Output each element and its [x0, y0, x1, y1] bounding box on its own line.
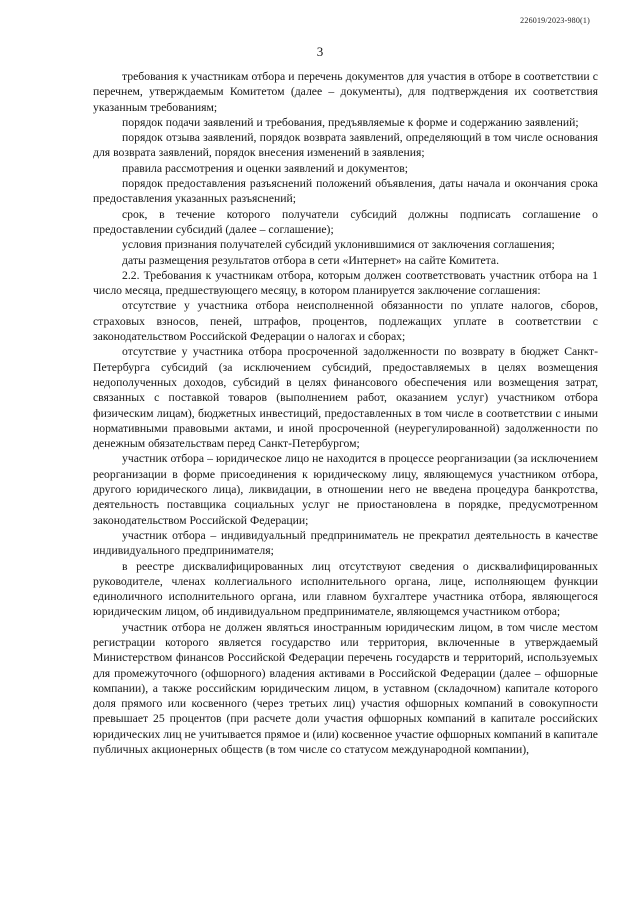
paragraph-clarifications: порядок предоставления разъяснений положений объявления, даты начала и окончания срока предоставления указанных разъяснений; — [93, 177, 598, 206]
paragraph-withdrawal-order: порядок отзыва заявлений, порядок возврата заявлений, определяющий в том числе основания для возврата заявлений, порядок внесения изменений в заявления; — [93, 131, 598, 160]
paragraph-requirements-docs: требования к участникам отбора и перечень документов для участия в отборе в соответствии с перечнем, утверждаемым Комитетом (далее – документы), для подтверждения их соответствия указанным требованиям; — [93, 70, 598, 114]
paragraph-legal-entity-status: участник отбора – юридическое лицо не находится в процессе реорганизации (за исключением реорганизации в форме присоединения к юридическому лицу, являющемуся участником отбора, другого юридического лица), ликвидации, в отношении него не введена процедура банкротства, деятельность поставщика социальных услуг не приостановлена в порядке, предусмотренном законодательством Российской Федерации; — [93, 452, 598, 527]
paragraph-foreign-entity: участник отбора не должен являться иностранным юридическим лицом, в том числе местом регистрации которого является государство или территория, включенные в утверждаемый Министерством финансов Российской Федерации перечень государств и территорий, используемых для промежуточного (офшорного) владения активами в Российской Федерации (далее – офшорные компании), а также российским юридическим лицом, в уставном (складочном) капитале которого доля прямого или косвенного (через третьих лиц) участия офшорных компаний в совокупности превышает 25 процентов (при расчете доли участия офшорных компаний в капитале российских юридических лиц не учитывается прямое и (или) косвенное участие офшорных компаний в капитале публичных акционерных обществ (в том числе со статусом международной компании), — [93, 620, 598, 757]
paragraph-entrepreneur-status: участник отбора – индивидуальный предприниматель не прекратил деятельность в качестве индивидуального предпринимателя; — [93, 528, 598, 558]
paragraph-section-2-2: 2.2. Требования к участникам отбора, которым должен соответствовать участник отбора на 1 число месяца, предшествующего месяцу, в котором планируется заключение соглашения: — [93, 268, 598, 298]
paragraph-no-overdue-debt: отсутствие у участника отбора просроченной задолженности по возврату в бюджет Санкт-Петербурга субсидий (за исключением субсидий, предоставляемых в целях возмещения недополученных доходов, субсидий в целях финансового обеспечения или возмещения затрат, связанных с поставкой товаров (выполнением работ, оказанием услуг) участником отбора физическим лицам), бюджетных инвестиций, предоставленных в том числе в соответствии с иными нормативными правовыми актами, и иной просроченной (неурегулированной) задолженности по денежным обязательствам перед Санкт-Петербургом; — [93, 345, 598, 451]
paragraph-submission-order: порядок подачи заявлений и требования, предъявляемые к форме и содержанию заявлений; — [122, 115, 579, 129]
paragraph-review-rules: правила рассмотрения и оценки заявлений и документов; — [122, 161, 408, 175]
paragraph-results-publication: даты размещения результатов отбора в сети «Интернет» на сайте Комитета. — [122, 253, 500, 267]
paragraph-evasion-conditions: условия признания получателей субсидий уклонившимися от заключения соглашения; — [122, 238, 555, 252]
page-number: 3 — [316, 44, 324, 59]
document-id: 226019/2023-980(1) — [520, 16, 590, 25]
paragraph-agreement-term: срок, в течение которого получатели субсидий должны подписать соглашение о предоставлении субсидий (далее – соглашение); — [93, 207, 598, 236]
document-body — [93, 69, 598, 757]
paragraph-disqualified-registry: в реестре дисквалифицированных лиц отсутствуют сведения о дисквалифицированных руководителе, членах коллегиального исполнительного органа, лице, исполняющем функции единоличного исполнительного органа, или главном бухгалтере участника отбора, являющегося юридическим лицом, об индивидуальном предпринимателе, являющемся участником отбора; — [93, 559, 598, 619]
paragraph-no-tax-debt: отсутствие у участника отбора неисполненной обязанности по уплате налогов, сборов, страховых взносов, пеней, штрафов, процентов, подлежащих уплате в соответствии с законодательством Российской Федерации о налогах и сборах; — [93, 299, 598, 344]
